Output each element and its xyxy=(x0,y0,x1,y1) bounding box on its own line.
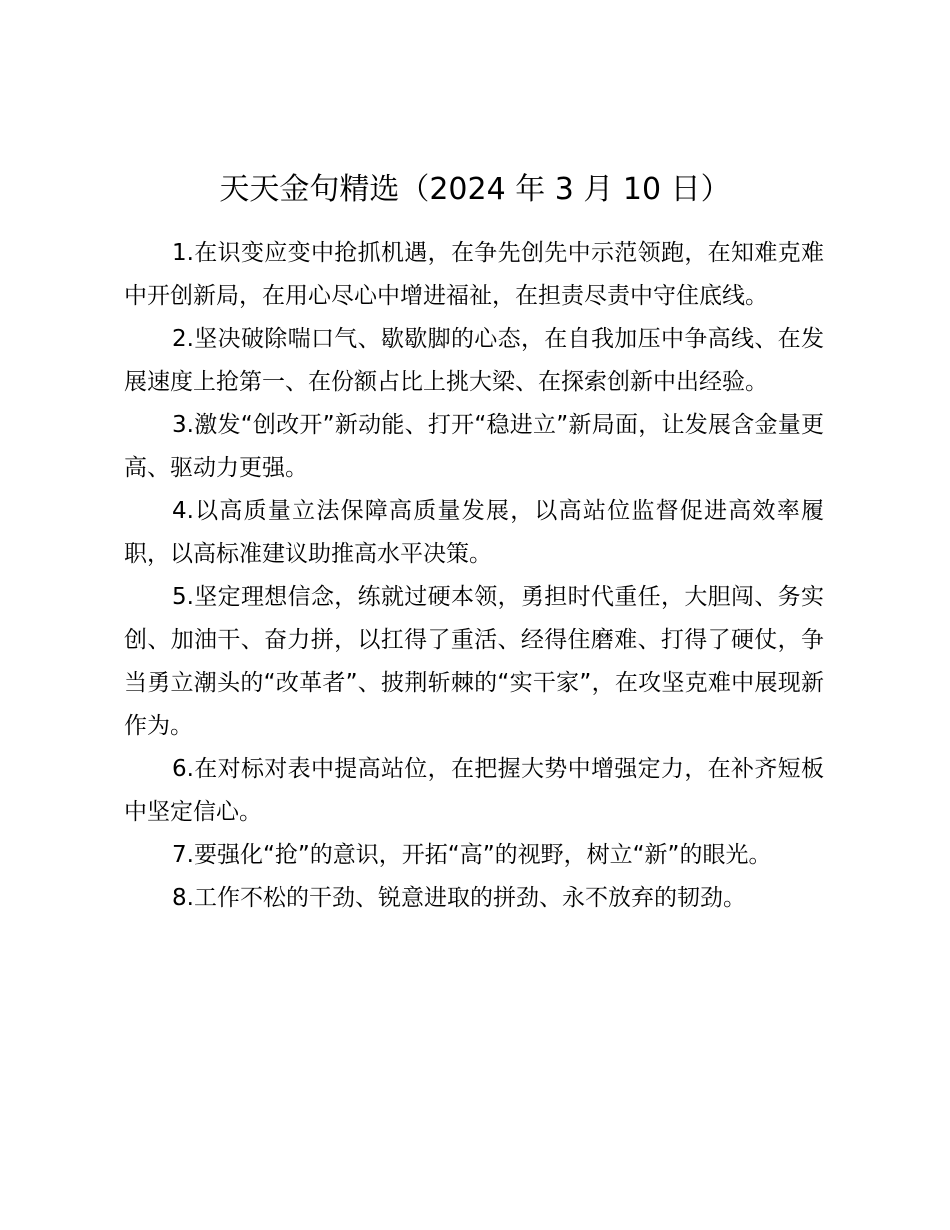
document-body xyxy=(124,232,824,920)
document-title: 天天金句精选（2024 年 3 月 10 日） xyxy=(219,172,731,207)
paragraph-4: 4.以高质量立法保障高质量发展，以高站位监督促进高效率履职，以高标准建议助推高水平决策。 xyxy=(124,498,824,567)
paragraph-2: 2.坚决破除喘口气、歇歇脚的心态，在自我加压中争高线、在发展速度上抢第一、在份额占比上挑大梁、在探索创新中出经验。 xyxy=(124,326,824,395)
paragraph-8: 8.工作不松的干劲、锐意进取的拼劲、永不放弃的韧劲。 xyxy=(172,885,746,911)
paragraph-3: 3.激发“创改开”新动能、打开“稳进立”新局面，让发展含金量更高、驱动力更强。 xyxy=(124,412,824,481)
paragraph-7: 7.要强化“抢”的意识，开拓“高”的视野，树立“新”的眼光。 xyxy=(172,842,772,868)
paragraph-6: 6.在对标对表中提高站位，在把握大势中增强定力，在补齐短板中坚定信心。 xyxy=(124,756,824,825)
paragraph-5: 5.坚定理想信念，练就过硬本领，勇担时代重任，大胆闯、务实创、加油干、奋力拼，以扛得了重活、经得住磨难、打得了硬仗，争当勇立潮头的“改革者”、披荆斩棘的“实干家”，在攻坚克难中展现新作为。 xyxy=(124,584,824,739)
paragraph-1: 1.在识变应变中抢抓机遇，在争先创先中示范领跑，在知难克难中开创新局，在用心尽心中增进福祉，在担责尽责中守住底线。 xyxy=(124,240,824,309)
